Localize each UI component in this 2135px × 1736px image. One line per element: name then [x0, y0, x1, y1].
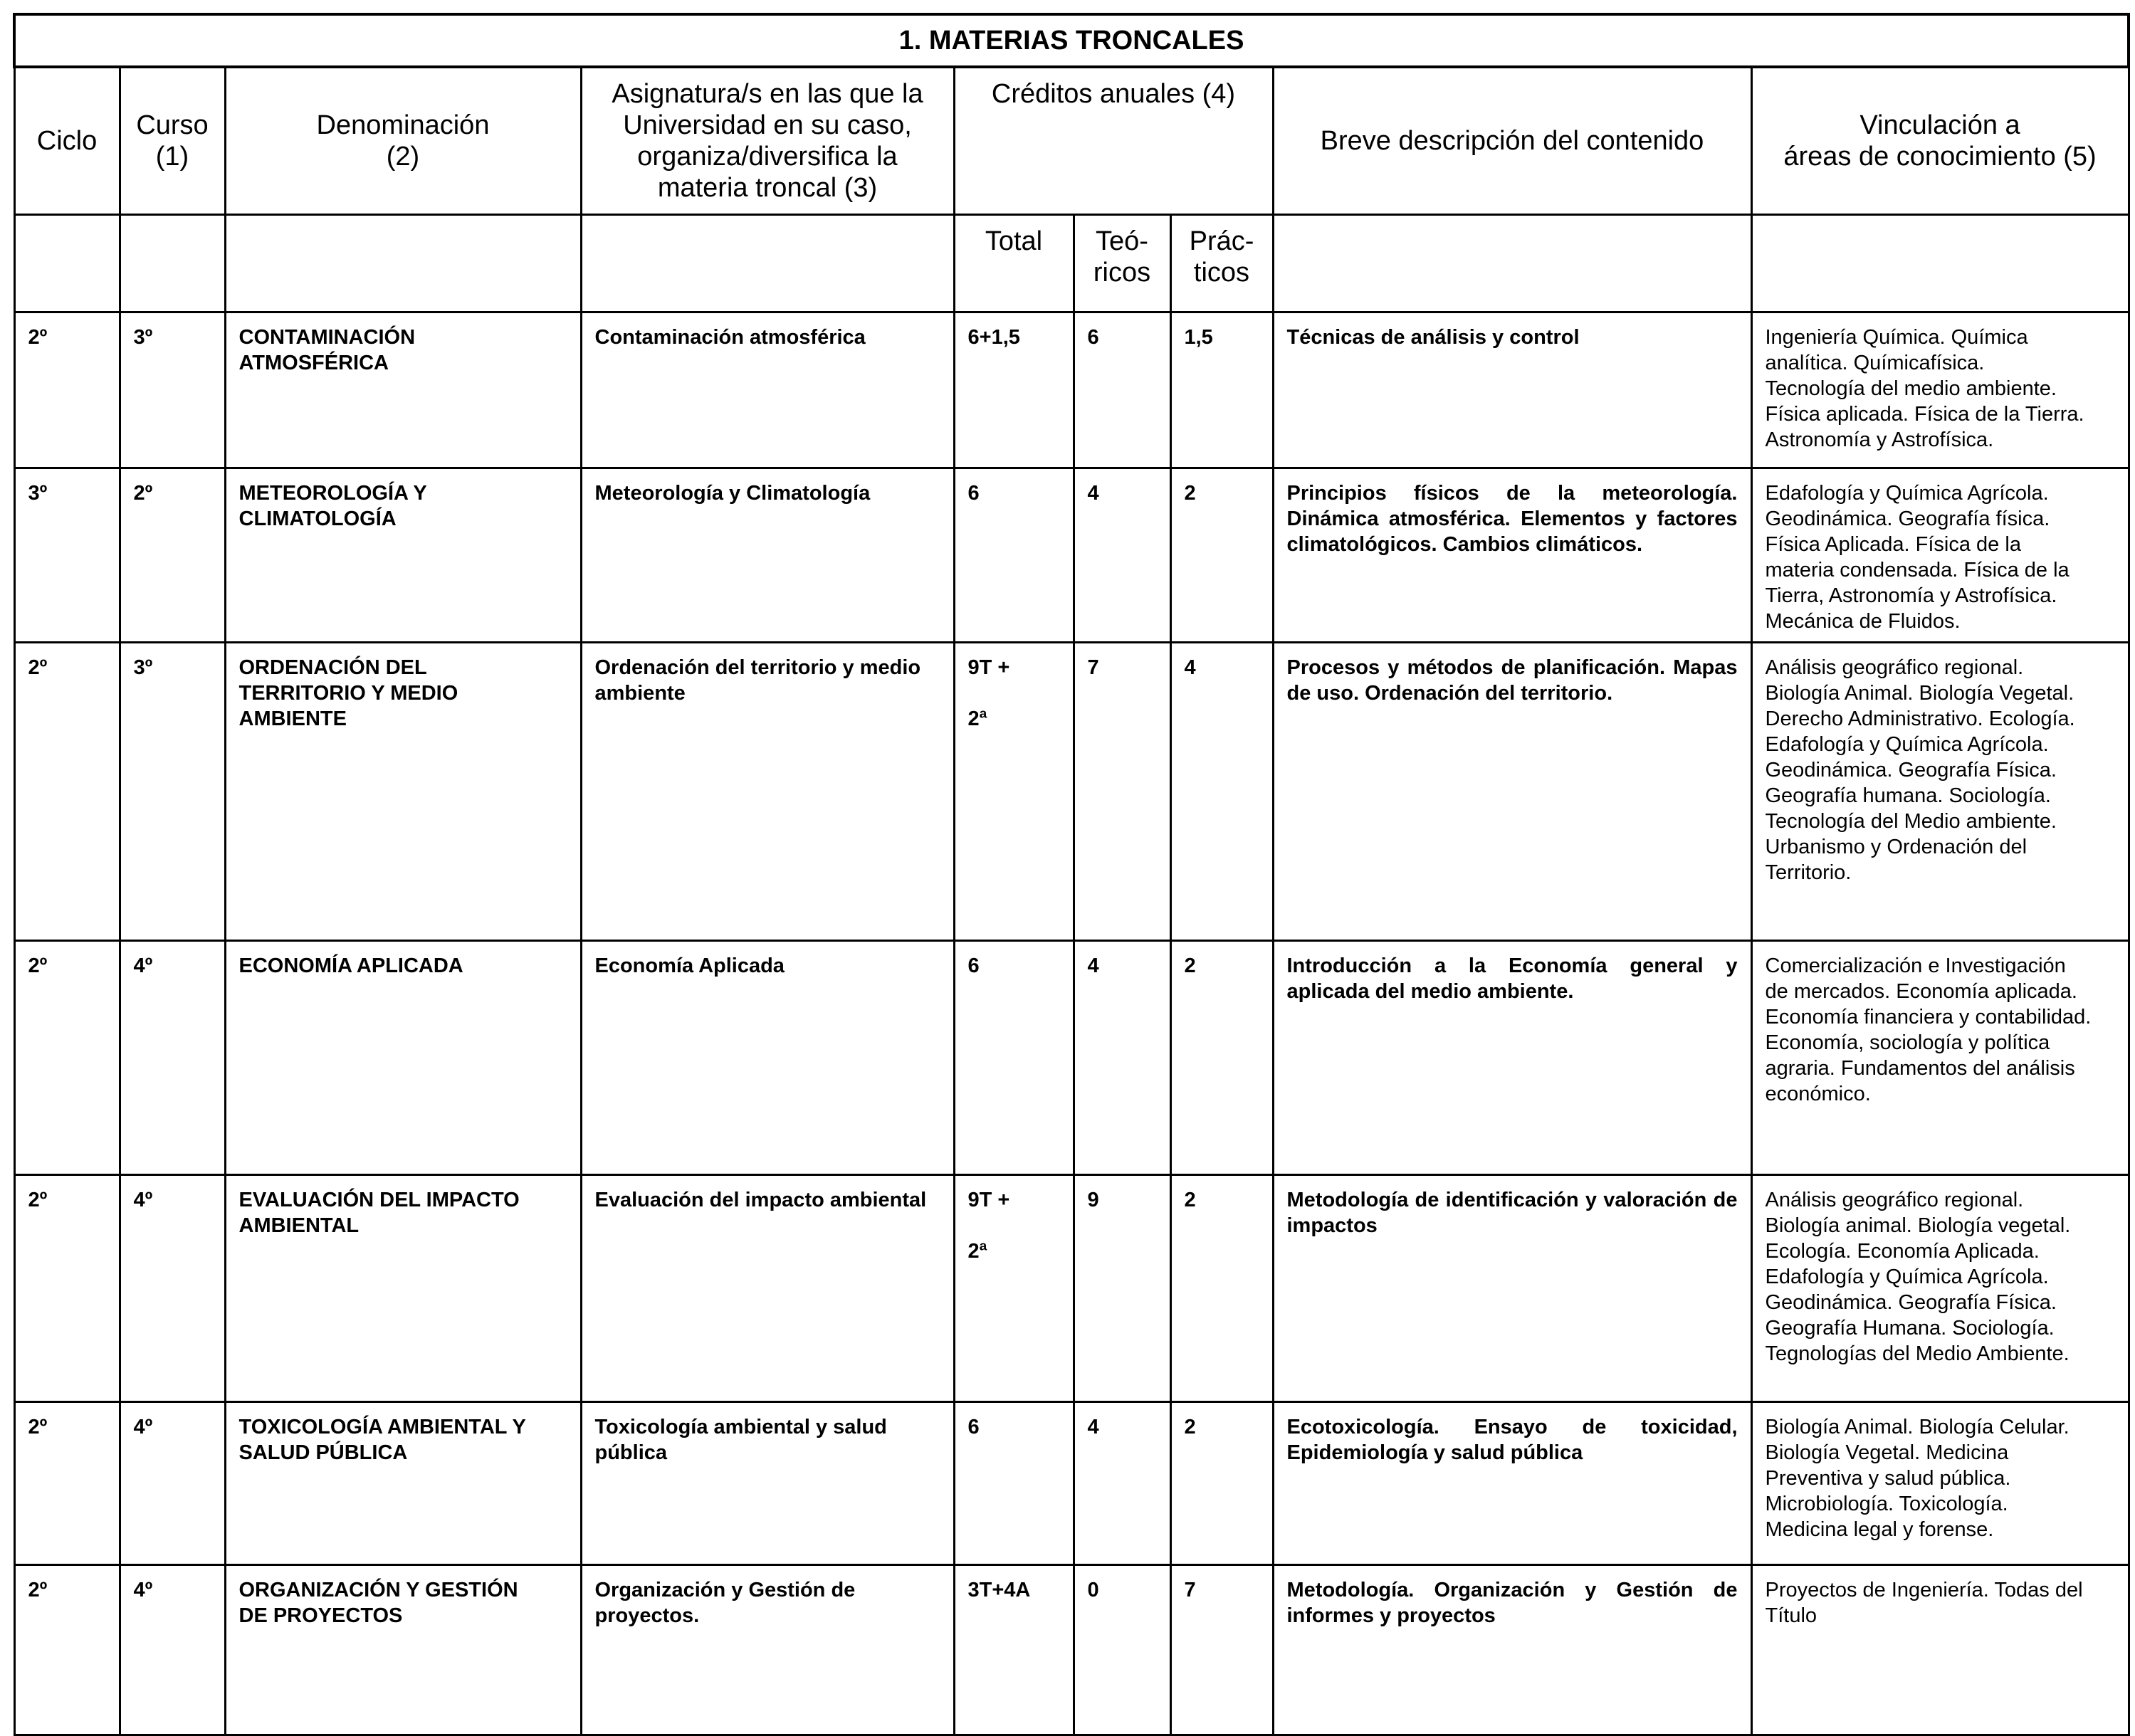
cell-descripcion: Técnicas de análisis y control [1273, 312, 1751, 468]
cell-total: 6+1,5 [954, 312, 1074, 468]
cell-practicos: 4 [1170, 643, 1273, 941]
cell-total: 6 [954, 941, 1074, 1175]
cell-practicos: 2 [1170, 1175, 1273, 1402]
cell-ciclo: 3º [14, 468, 120, 643]
cell-total: 6 [954, 1402, 1074, 1565]
cell-practicos: 2 [1170, 1402, 1273, 1565]
header-total: Total [954, 215, 1074, 312]
cell-teoricos: 7 [1074, 643, 1170, 941]
document-page [13, 13, 2127, 1650]
cell-denominacion: ORDENACIÓN DEL TERRITORIO Y MEDIO AMBIENTE [225, 643, 581, 941]
cell-practicos: 2 [1170, 468, 1273, 643]
cell-denominacion: TOXICOLOGÍA AMBIENTAL Y SALUD PÚBLICA [225, 1402, 581, 1565]
header-descripcion: Breve descripción del contenido [1273, 67, 1751, 215]
cell-total: 9T + 2ª [954, 1175, 1074, 1402]
header-asignatura: Asignatura/s en las que la Universidad en su caso, organiza/diversifica la materia troncal (3) [581, 67, 954, 215]
header-curso: Curso (1) [120, 67, 225, 215]
header-vinculacion: Vinculación a áreas de conocimiento (5) [1751, 67, 2129, 215]
cell-teoricos: 9 [1074, 1175, 1170, 1402]
cell-curso: 4º [120, 1402, 225, 1565]
cell-ciclo: 2º [14, 1175, 120, 1402]
cell-curso: 4º [120, 1565, 225, 1735]
cell-total: 3T+4A [954, 1565, 1074, 1735]
cell-asignatura: Meteorología y Climatología [581, 468, 954, 643]
cell-asignatura: Toxicología ambiental y salud pública [581, 1402, 954, 1565]
table-row [14, 468, 2129, 643]
cell-curso: 3º [120, 643, 225, 941]
cell-descripcion: Metodología de identificación y valoración de impactos [1273, 1175, 1751, 1402]
cell-vinculacion: Proyectos de Ingeniería. Todas del Título [1751, 1565, 2129, 1735]
cell-ciclo: 2º [14, 312, 120, 468]
header-ciclo: Ciclo [14, 67, 120, 215]
cell-practicos: 1,5 [1170, 312, 1273, 468]
cell-curso: 3º [120, 312, 225, 468]
cell-curso: 4º [120, 941, 225, 1175]
cell-denominacion: EVALUACIÓN DEL IMPACTO AMBIENTAL [225, 1175, 581, 1402]
table-row [14, 643, 2129, 941]
cell-asignatura: Ordenación del territorio y medio ambiente [581, 643, 954, 941]
header-blank [1273, 215, 1751, 312]
cell-denominacion: ECONOMÍA APLICADA [225, 941, 581, 1175]
cell-teoricos: 4 [1074, 468, 1170, 643]
table-row [14, 1402, 2129, 1565]
cell-descripcion: Ecotoxicología. Ensayo de toxicidad, Epidemiología y salud pública [1273, 1402, 1751, 1565]
cell-descripcion: Metodología. Organización y Gestión de informes y proyectos [1273, 1565, 1751, 1735]
header-blank [225, 215, 581, 312]
header-blank [581, 215, 954, 312]
cell-ciclo: 2º [14, 1402, 120, 1565]
cell-vinculacion: Comercialización e Investigación de mercados. Economía aplicada. Economía financiera y contabilidad. Economía, sociología y política agraria. Fundamentos del análisis económico. [1751, 941, 2129, 1175]
table-row [14, 1175, 2129, 1402]
cell-denominacion: ORGANIZACIÓN Y GESTIÓN DE PROYECTOS [225, 1565, 581, 1735]
header-blank [14, 215, 120, 312]
cell-total: 9T + 2ª [954, 643, 1074, 941]
cell-descripcion: Principios físicos de la meteorología. Dinámica atmosférica. Elementos y factores climatológicos. Cambios climáticos. [1273, 468, 1751, 643]
header-blank [120, 215, 225, 312]
cell-denominacion: METEOROLOGÍA Y CLIMATOLOGÍA [225, 468, 581, 643]
header-creditos: Créditos anuales (4) [954, 67, 1273, 215]
cell-asignatura: Contaminación atmosférica [581, 312, 954, 468]
cell-vinculacion: Análisis geográfico regional. Biología Animal. Biología Vegetal. Derecho Administrativo. Ecología. Edafología y Química Agrícola. Geodinámica. Geografía Física. Geografía humana. Sociología. Tecnología del Medio ambiente. Urbanismo y Ordenación del Territorio. [1751, 643, 2129, 941]
materias-troncales-table [13, 13, 2130, 1736]
cell-ciclo: 2º [14, 941, 120, 1175]
cell-teoricos: 6 [1074, 312, 1170, 468]
header-blank [1751, 215, 2129, 312]
cell-curso: 4º [120, 1175, 225, 1402]
cell-teoricos: 4 [1074, 941, 1170, 1175]
header-denominacion: Denominación (2) [225, 67, 581, 215]
cell-denominacion: CONTAMINACIÓN ATMOSFÉRICA [225, 312, 581, 468]
cell-vinculacion: Edafología y Química Agrícola. Geodinámica. Geografía física. Física Aplicada. Física de la materia condensada. Física de la Tierra, Astronomía y Astrofísica. Mecánica de Fluidos. [1751, 468, 2129, 643]
cell-descripcion: Procesos y métodos de planificación. Mapas de uso. Ordenación del territorio. [1273, 643, 1751, 941]
cell-descripcion: Introducción a la Economía general y aplicada del medio ambiente. [1273, 941, 1751, 1175]
cell-practicos: 2 [1170, 941, 1273, 1175]
table-title: 1. MATERIAS TRONCALES [14, 14, 2129, 67]
header-teoricos: Teó- ricos [1074, 215, 1170, 312]
cell-asignatura: Economía Aplicada [581, 941, 954, 1175]
cell-curso: 2º [120, 468, 225, 643]
cell-vinculacion: Análisis geográfico regional. Biología animal. Biología vegetal. Ecología. Economía Aplicada. Edafología y Química Agrícola. Geodinámica. Geografía Física. Geografía Humana. Sociología. Tegnologías del Medio Ambiente. [1751, 1175, 2129, 1402]
table-row [14, 1565, 2129, 1735]
cell-practicos: 7 [1170, 1565, 1273, 1735]
cell-total: 6 [954, 468, 1074, 643]
cell-teoricos: 0 [1074, 1565, 1170, 1735]
cell-ciclo: 2º [14, 643, 120, 941]
cell-asignatura: Organización y Gestión de proyectos. [581, 1565, 954, 1735]
cell-vinculacion: Ingeniería Química. Química analítica. Químicafísica. Tecnología del medio ambiente. Física aplicada. Física de la Tierra. Astronomía y Astrofísica. [1751, 312, 2129, 468]
cell-ciclo: 2º [14, 1565, 120, 1735]
header-practicos: Prác- ticos [1170, 215, 1273, 312]
table-row [14, 941, 2129, 1175]
table-row [14, 312, 2129, 468]
cell-vinculacion: Biología Animal. Biología Celular. Biología Vegetal. Medicina Preventiva y salud pública. Microbiología. Toxicología. Medicina legal y forense. [1751, 1402, 2129, 1565]
cell-teoricos: 4 [1074, 1402, 1170, 1565]
cell-asignatura: Evaluación del impacto ambiental [581, 1175, 954, 1402]
